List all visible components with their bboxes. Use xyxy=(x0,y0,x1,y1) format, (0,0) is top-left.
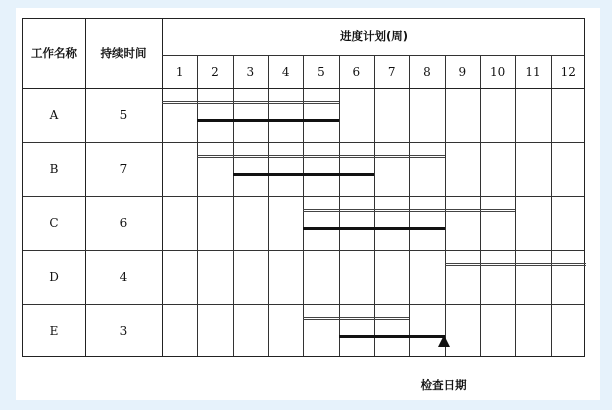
grid-hline xyxy=(23,142,584,143)
task-duration: 5 xyxy=(119,108,128,122)
task-duration: 4 xyxy=(119,270,128,284)
check-date-arrow-icon xyxy=(438,335,450,347)
grid-hline xyxy=(162,55,584,56)
week-label: 4 xyxy=(281,64,290,79)
actual-bar xyxy=(197,119,338,122)
week-label: 6 xyxy=(352,64,361,79)
week-label: 3 xyxy=(246,64,255,79)
grid-vline xyxy=(339,55,340,356)
grid-vline xyxy=(374,55,375,356)
week-label: 7 xyxy=(387,64,396,79)
task-name: E xyxy=(49,324,59,338)
task-duration: 6 xyxy=(119,216,128,230)
header-schedule: 进度计划(周) xyxy=(339,29,408,44)
week-label: 1 xyxy=(175,64,184,79)
actual-bar xyxy=(339,335,445,338)
actual-bar xyxy=(303,227,444,230)
planned-bar xyxy=(197,155,444,158)
grid-vline xyxy=(515,55,516,356)
planned-bar xyxy=(445,263,586,266)
grid-hline xyxy=(23,304,584,305)
header-duration: 持续时间 xyxy=(100,45,147,60)
grid-vline xyxy=(480,55,481,356)
week-label: 9 xyxy=(458,64,467,79)
grid-hline xyxy=(23,250,584,251)
week-label: 8 xyxy=(423,64,431,79)
planned-bar xyxy=(303,209,515,212)
week-label: 2 xyxy=(211,64,219,79)
week-label: 11 xyxy=(525,64,541,79)
planned-bar xyxy=(162,101,339,104)
grid-hline xyxy=(23,196,584,197)
grid-vline xyxy=(162,19,163,356)
week-label: 5 xyxy=(317,64,325,79)
task-name: C xyxy=(49,216,59,230)
task-name: D xyxy=(49,270,59,284)
grid-vline xyxy=(409,55,410,356)
task-duration: 7 xyxy=(119,162,128,176)
week-label: 10 xyxy=(490,64,506,79)
week-label: 12 xyxy=(560,64,576,79)
actual-bar xyxy=(233,173,374,176)
grid-vline xyxy=(85,19,86,356)
grid-hline xyxy=(23,88,584,89)
task-name: A xyxy=(49,108,59,122)
grid-vline xyxy=(551,55,552,356)
gantt-table xyxy=(22,18,585,357)
check-date-label: 检查日期 xyxy=(420,378,467,392)
grid-vline xyxy=(445,55,446,356)
header-task-name: 工作名称 xyxy=(31,45,77,60)
task-duration: 3 xyxy=(119,324,128,338)
planned-bar xyxy=(303,317,409,320)
task-name: B xyxy=(49,162,59,176)
